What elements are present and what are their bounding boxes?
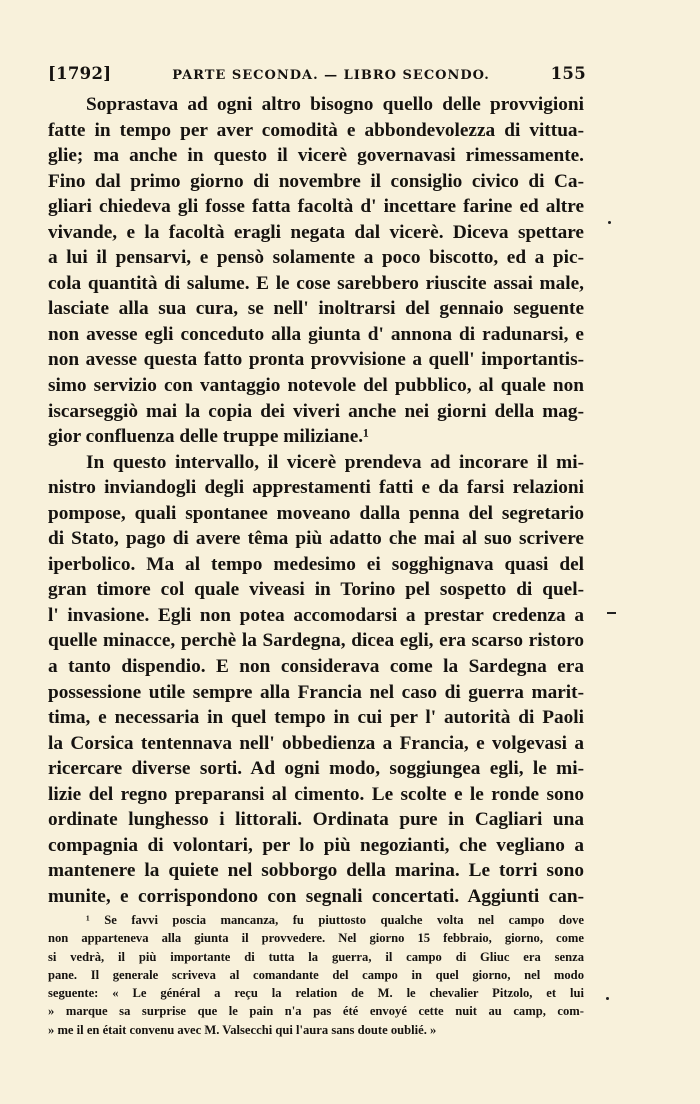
footnote-line: si vedrà, il più importante di tutta la guerra, il campo di Gliuc era senza <box>48 949 584 964</box>
margin-speck <box>606 997 609 1000</box>
header-year: [1792] <box>48 64 112 83</box>
text-line: pompose, quali spontanee moveano dalla penna del segretario <box>48 502 584 524</box>
text-line: gior confluenza delle truppe miliziane.¹ <box>48 426 369 448</box>
text-line: di Stato, pago di avere têma più adatto che mai al suo scrivere <box>48 528 584 550</box>
text-line: a lui il pensarvi, e pensò solamente a poco biscotto, ed a pic- <box>48 247 584 269</box>
text-line: In questo intervallo, il vicerè prendeva ad incorare il mi- <box>86 451 584 473</box>
text-line: l' invasione. Egli non potea accomodarsi a prestar credenza a <box>48 604 584 626</box>
text-line: quelle minacce, perchè la Sardegna, dicea egli, era scarso ristoro <box>48 630 584 652</box>
text-line: non avesse egli conceduto alla giunta d' annona di radunarsi, e <box>48 323 584 345</box>
footnote-line: ¹ Se favvi poscia mancanza, fu piuttosto qualche volta nel campo dove <box>86 913 584 927</box>
text-line: la Corsica tentennava nell' obbedienza a Francia, e volgevasi a <box>48 732 584 754</box>
text-line: lasciate alla sua cura, se nell' inoltrarsi del gennaio seguente <box>48 298 584 320</box>
text-line: ordinate lunghesso i littorali. Ordinata pure in Cagliari una <box>48 809 584 831</box>
text-line: simo servizio con vantaggio notevole del pubblico, al quale non <box>48 375 584 397</box>
text-line: compagnia di volontari, per lo più negozianti, che vegliano a <box>48 834 584 856</box>
margin-mark <box>607 612 616 614</box>
margin-speck <box>608 221 611 224</box>
text-line: cola quantità di salume. E le cose sarebbero riuscite assai male, <box>48 272 584 294</box>
text-line: vivande, e la facoltà eragli negata dal vicerè. Diceva spettare <box>48 221 584 243</box>
footnote-line: » marque sa surprise que le pain n'a pas été envoyé cette nuit au camp, com- <box>48 1004 584 1019</box>
footnote <box>48 911 584 1039</box>
text-line: gran timore col quale viveasi in Torino pel sospetto di quel- <box>48 579 584 601</box>
footnote-line: non apparteneva alla giunta il provvedere. Nel giorno 15 febbraio, giorno, come <box>48 931 584 946</box>
text-line: iperbolico. Ma al tempo medesimo ei sogghignava quasi del <box>48 553 584 575</box>
paragraph-1 <box>48 92 584 450</box>
text-line: a tanto dispendio. E non considerava come la Sardegna era <box>48 656 584 678</box>
body-text <box>48 92 584 910</box>
text-line: munite, e corrispondono con segnali concertati. Aggiunti can- <box>48 885 584 907</box>
running-header <box>48 64 586 83</box>
text-line: Fino dal primo giorno di novembre il consiglio civico di Ca- <box>48 170 584 192</box>
text-line: nistro inviandogli degli apprestamenti fatti e da farsi relazioni <box>48 477 584 499</box>
text-line: lizie del regno preparansi al cimento. Le scolte e le ronde sono <box>48 783 584 805</box>
text-line: Soprastava ad ogni altro bisogno quello delle provvigioni <box>86 94 584 115</box>
footnote-line: » me il en était convenu avec M. Valsecchi qui l'aura sans doute oublié. » <box>48 1022 437 1037</box>
text-line: tima, e necessaria in quel tempo in cui per l' autorità di Paoli <box>48 707 584 729</box>
text-line: non avesse questa fatto pronta provvisione a quell' importantis- <box>48 349 584 371</box>
text-line: ricercare diverse sorti. Ad ogni modo, soggiungea egli, le mi- <box>48 758 584 780</box>
text-line: iscarseggiò mai la copia dei viveri anche nei giorni della mag- <box>48 400 584 422</box>
text-line: glie; ma anche in questo il vicerè governavasi rimessamente. <box>48 145 584 167</box>
text-line: fatte in tempo per aver comodità e abbondevolezza di vittua- <box>48 119 584 141</box>
text-line: mantenere la quiete nel sobborgo della marina. Le torri sono <box>48 860 584 882</box>
header-running-title: PARTE SECONDA. — LIBRO SECONDO. <box>172 68 490 83</box>
text-line: possessione utile sempre alla Francia nel caso di guerra marit- <box>48 681 584 703</box>
page-number: 155 <box>550 64 586 83</box>
footnote-line: pane. Il generale scriveva al comandante del campo in quel giorno, nel modo <box>48 967 584 982</box>
footnote-line: seguente: « Le général a reçu la relation de M. le chevalier Pitzolo, et lui <box>48 986 584 1001</box>
paragraph-2 <box>48 450 584 910</box>
text-line: gliari chiedeva gli fosse fatta facoltà d' incettare farine ed altre <box>48 196 584 218</box>
